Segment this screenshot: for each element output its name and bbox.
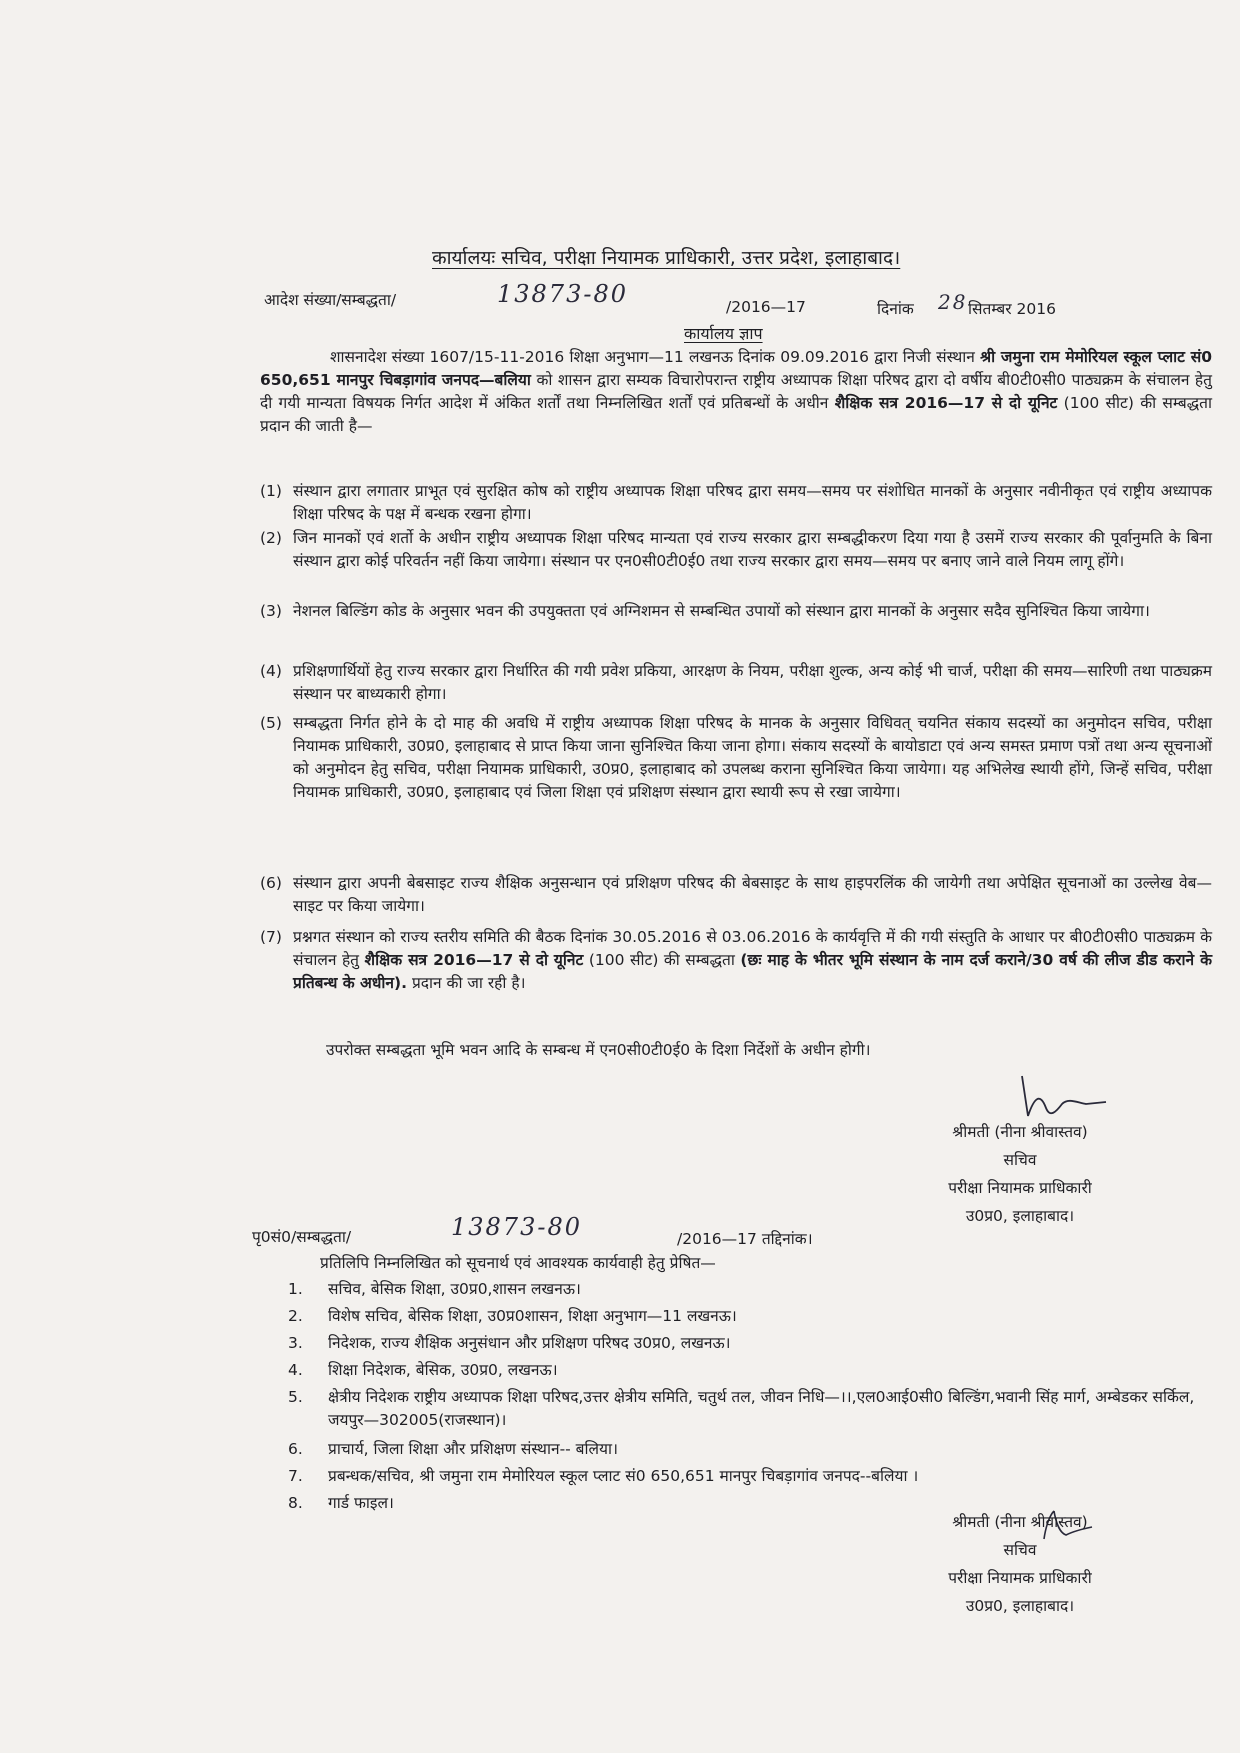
cond7-session: शैक्षिक सत्र 2016—17 से दो यूनिट xyxy=(364,951,584,969)
copy-item-text: प्राचार्य, जिला शिक्षा और प्रशिक्षण संस्थान-- बलिया। xyxy=(328,1440,618,1458)
signatory-name: श्रीमती (नीना श्रीवास्तव) xyxy=(952,1123,1088,1141)
copy-ref-number-handwritten: 13873-80 xyxy=(451,1213,582,1241)
intro-text-2: को शासन द्वारा सम्यक विचारोपरान्त राष्ट्रीय अध्यापक शिक्षा परिषद द्वारा दो वर्षीय बी0टी0सी0 पाठ्यक्रम के संचालन हेतु दी गयी मान्यता विषयक निर्गत आदेश में अंकित शर्तों तथा निम्नलिखित शर्तों एवं प्रतिबन्धों के अधीन xyxy=(260,371,1213,412)
condition-number: (1) xyxy=(260,482,282,500)
institution-name: श्री जमुना राम मेमोरियल स्कूल प्लाट सं0 650,651 मानपुर चिबड़ागांव जनपद—बलिया xyxy=(260,348,1212,389)
condition-item xyxy=(260,712,1212,804)
condition-item xyxy=(260,480,1212,526)
copy-item-number: 5. xyxy=(288,1388,303,1406)
copy-item-text: क्षेत्रीय निदेशक राष्ट्रीय अध्यापक शिक्षा परिषद,उत्तर क्षेत्रीय समिति, चतुर्थ तल, जीवन निधि—।।,एल0आई0सी0 बिल्डिंग,भवानी सिंह मार्ग, अम्बेडकर सर्किल, जयपुर—302005(राजस्थान)। xyxy=(328,1388,1195,1429)
copy-item-text: प्रबन्धक/सचिव, श्री जमुना राम मेमोरियल स्कूल प्लाट सं0 650,651 मानपुर चिबड़ागांव जनपद--बलिया । xyxy=(328,1467,919,1485)
cond7-text-e: प्रदान की जा रही है। xyxy=(411,974,526,992)
condition-number: (5) xyxy=(260,714,282,732)
order-label: आदेश संख्या/सम्बद्धता/ xyxy=(264,291,397,309)
signature-block-2 xyxy=(900,1508,1140,1620)
copy-item-number: 3. xyxy=(288,1334,303,1352)
condition-text: संस्थान द्वारा अपनी बेबसाइट राज्य शैक्षिक अनुसन्धान एवं प्रशिक्षण परिषद की बेबसाइट के साथ हाइपरलिंक की जायेगी तथा अपेक्षित सूचनाओं का उल्लेख वेब—साइट पर किया जायेगा। xyxy=(293,874,1212,915)
condition-text: प्रशिक्षणार्थियों हेतु राज्य सरकार द्वारा निर्धारित की गयी प्रवेश प्रकिया, आरक्षण के नियम, परीक्षा शुल्क, अन्य कोई भी चार्ज, परीक्षा की समय—सारिणी तथा पाठ्यक्रम संस्थान पर बाध्यकारी होगा। xyxy=(293,662,1212,703)
condition-text: जिन मानकों एवं शर्तो के अधीन राष्ट्रीय अध्यापक शिक्षा परिषद मान्यता एवं राज्य सरकार द्वारा सम्बद्धीकरण दिया गया है उसमें राज्य सरकार की पूर्वानुमति के बिना संस्थान द्वारा कोई परिवर्तन नहीं किया जायेगा। संस्थान पर एन0सी0टी0ई0 तथा राज्य सरकार द्वारा समय—समय पर बनाए जाने वाले नियम लागू होंगे। xyxy=(293,529,1212,570)
intro-text-3: (100 सीट) की सम्बद्धता प्रदान की जाती है— xyxy=(260,394,1212,435)
condition-text: संस्थान द्वारा लगातार प्राभूत एवं सुरक्षित कोष को राष्ट्रीय अध्यापक शिक्षा परिषद द्वारा समय—समय पर संशोधित मानकों के अनुसार नवीनीकृत एवं राष्ट्रीय अध्यापक शिक्षा परिषद के पक्ष में बन्धक रखना होगा। xyxy=(293,482,1212,523)
signatory-office: परीक्षा नियामक प्राधिकारी xyxy=(948,1569,1092,1587)
copy-item-text: निदेशक, राज्य शैक्षिक अनुसंधान और प्रशिक्षण परिषद उ0प्र0, लखनऊ। xyxy=(328,1334,731,1352)
condition-number: (3) xyxy=(260,602,282,620)
condition-number: (6) xyxy=(260,874,282,892)
condition-item xyxy=(260,872,1212,918)
copy-item-text: शिक्षा निदेशक, बेसिक, उ0प्र0, लखनऊ। xyxy=(328,1361,558,1379)
signatory-place: उ0प्र0, इलाहाबाद। xyxy=(965,1597,1075,1615)
copy-ref-label: पृ0सं0/सम्बद्धता/ xyxy=(252,1228,352,1246)
date-rest: सितम्बर 2016 xyxy=(968,300,1056,318)
copy-item-number: 8. xyxy=(288,1494,303,1512)
cond7-text-a: प्रश्नगत संस्थान को राज्य स्तरीय समिति की बैठक दिनांक 30.05.2016 से 03.06.2016 के कार्यवृत्ति में की गयी संस्तुति के आधार पर बी0टी0सी0 पाठ्यक्रम के संचालन हेतु xyxy=(293,928,1212,969)
condition-number: (7) xyxy=(260,928,282,946)
condition-text: सम्बद्धता निर्गत होने के दो माह की अवधि में राष्ट्रीय अध्यापक शिक्षा परिषद के मानक के अनुसार विधिवत् चयनित संकाय सदस्यों का अनुमोदन सचिव, परीक्षा नियामक प्राधिकारी, उ0प्र0, इलाहाबाद से प्राप्त किया जाना सुनिश्चित किया जाना होगा। संकाय सदस्यों के बायोडाटा एवं अन्य समस्त प्रमाण पत्रों तथा अन्य सूचनाओं को अनुमोदन हेतु सचिव, परीक्षा नियामक प्राधिकारी, उ0प्र0, इलाहाबाद को उपलब्ध कराना सुनिश्चित किया जायेगा। यह अभिलेख स्थायी होंगे, जिन्हें सचिव, परीक्षा नियामक प्राधिकारी, उ0प्र0, इलाहाबाद एवं जिला शिक्षा एवं प्रशिक्षण संस्थान द्वारा स्थायी रूप से रखा जायेगा। xyxy=(293,714,1212,801)
session-units: शैक्षिक सत्र 2016—17 से दो यूनिट xyxy=(834,394,1058,412)
condition-item xyxy=(260,660,1212,706)
memo-title: कार्यालय ज्ञाप xyxy=(684,324,763,343)
condition-number: (2) xyxy=(260,529,282,547)
copy-list-item xyxy=(288,1305,1208,1328)
copy-list-item xyxy=(288,1278,1208,1301)
copy-item-number: 2. xyxy=(288,1307,303,1325)
date-label: दिनांक xyxy=(877,300,914,318)
copy-ref-rest: /2016—17 तद्दिनांक। xyxy=(677,1230,813,1248)
copy-list-item xyxy=(288,1438,1208,1461)
closing-statement: उपरोक्त सम्बद्धता भूमि भवन आदि के सम्बन्ध में एन0सी0टी0ई0 के दिशा निर्देशों के अधीन होगी। xyxy=(326,1041,871,1059)
copy-list-item xyxy=(288,1465,1208,1488)
copy-item-number: 6. xyxy=(288,1440,303,1458)
condition-item-7 xyxy=(260,926,1212,995)
date-handwritten: 28 xyxy=(938,290,968,314)
signature-block-1 xyxy=(900,1118,1140,1230)
copy-item-number: 4. xyxy=(288,1361,303,1379)
cond7-restriction: (छः माह के भीतर भूमि संस्थान के नाम दर्ज कराने/30 वर्ष की लीज डीड कराने के प्रतिबन्ध के अधीन). xyxy=(293,951,1212,992)
condition-item xyxy=(260,600,1212,623)
signatory-place: उ0प्र0, इलाहाबाद। xyxy=(965,1207,1075,1225)
order-year: /2016—17 xyxy=(726,298,806,316)
cond7-text-c: (100 सीट) की सम्बद्धता xyxy=(588,951,735,969)
condition-text xyxy=(293,926,1212,995)
copy-item-text: सचिव, बेसिक शिक्षा, उ0प्र0,शासन लखनऊ। xyxy=(328,1280,581,1298)
copy-item-number: 7. xyxy=(288,1467,303,1485)
condition-text: नेशनल बिल्डिंग कोड के अनुसार भवन की उपयुक्तता एवं अग्निशमन से सम्बन्धित उपायों को संस्थान द्वारा मानकों के अनुसार सदैव सुनिश्चित किया जायेगा। xyxy=(293,602,1150,620)
signatory-name: श्रीमती (नीना श्रीवास्तव) xyxy=(952,1513,1088,1531)
copy-intro: प्रतिलिपि निम्नलिखित को सूचनार्थ एवं आवश्यक कार्यवाही हेतु प्रेषित— xyxy=(320,1254,716,1272)
condition-number: (4) xyxy=(260,662,282,680)
order-number-handwritten: 13873-80 xyxy=(497,280,628,308)
office-title: कार्यालयः सचिव, परीक्षा नियामक प्राधिकारी, उत्तर प्रदेश, इलाहाबाद। xyxy=(432,247,901,269)
copy-item-text: गार्ड फाइल। xyxy=(328,1494,394,1512)
signatory-designation: सचिव xyxy=(1003,1151,1037,1169)
signatory-designation: सचिव xyxy=(1003,1541,1037,1559)
signatory-office: परीक्षा नियामक प्राधिकारी xyxy=(948,1179,1092,1197)
intro-text-1: शासनादेश संख्या 1607/15-11-2016 शिक्षा अनुभाग—11 लखनऊ दिनांक 09.09.2016 द्वारा निजी संस्थान xyxy=(330,348,975,366)
intro-paragraph xyxy=(260,346,1212,438)
condition-item xyxy=(260,527,1212,573)
copy-item-number: 1. xyxy=(288,1280,303,1298)
copy-list-item xyxy=(288,1359,1208,1382)
copy-list-item xyxy=(288,1332,1208,1355)
copy-list-item xyxy=(288,1386,1208,1432)
copy-item-text: विशेष सचिव, बेसिक शिक्षा, उ0प्र0शासन, शिक्षा अनुभाग—11 लखनऊ। xyxy=(328,1307,737,1325)
